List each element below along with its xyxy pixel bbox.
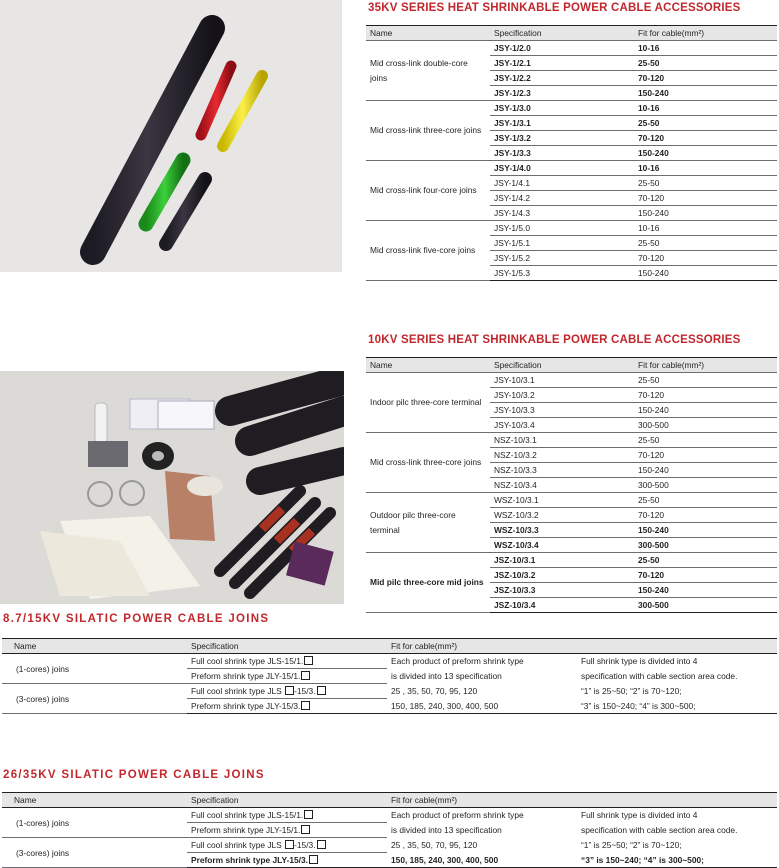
checkbox-blank — [285, 840, 294, 849]
table-10kv — [366, 357, 777, 613]
fit-cell: 25-50 — [634, 493, 777, 508]
spec-cell — [187, 684, 387, 699]
spec-cell: WSZ-10/3.4 — [490, 538, 634, 553]
group-name: Mid pilc three-core mid joins — [366, 553, 490, 613]
section-26-35kv-title: 26/35KV SILATIC POWER CABLE JOINS — [3, 769, 265, 781]
spec-cell — [187, 669, 387, 684]
checkbox-blank — [301, 825, 310, 834]
fit-cell: 25-50 — [634, 176, 777, 191]
spec-cell: JSY-10/3.4 — [490, 418, 634, 433]
fit-text: is divided into 13 specification — [391, 825, 502, 835]
spec-cell: WSZ-10/3.2 — [490, 508, 634, 523]
header-name: Name — [366, 358, 490, 373]
spec-text: Preform shrink type JLY-15/1. — [191, 825, 301, 835]
checkbox-blank — [301, 671, 310, 680]
group-name: Indoor pilc three-core terminal — [366, 373, 490, 433]
table-header-row — [366, 26, 777, 41]
spec-cell: JSY-1/5.0 — [490, 221, 634, 236]
spec-cell: JSZ-10/3.4 — [490, 598, 634, 613]
heat-shrink-tubes-photo — [0, 0, 342, 272]
fit-text: is divided into 13 specification — [391, 671, 502, 681]
header-specification: Specification — [187, 639, 387, 654]
group-name: Mid cross-link three-core joins — [366, 433, 490, 493]
table-row — [2, 838, 777, 853]
header-fit: Fit for cable(mm²) — [387, 793, 577, 808]
spec-cell — [187, 808, 387, 823]
spec-cell — [187, 838, 387, 853]
fit-cell: 70-120 — [634, 568, 777, 583]
header-specification: Specification — [490, 26, 634, 41]
header-fit: Fit for cable(mm²) — [634, 26, 777, 41]
checkbox-blank — [285, 686, 294, 695]
note-text: “1” is 25~50; “2” is 70~120; — [581, 840, 682, 850]
fit-cell: 300-500 — [634, 418, 777, 433]
join-name: (1-cores) joins — [2, 654, 187, 684]
table-row — [366, 101, 777, 116]
spec-cell: JSY-1/5.1 — [490, 236, 634, 251]
spec-cell: JSY-1/3.1 — [490, 116, 634, 131]
spec-cell — [187, 823, 387, 838]
spec-text: Preform shrink type JLY-15/1. — [191, 671, 301, 681]
table-row — [366, 433, 777, 448]
join-name: (3-cores) joins — [2, 838, 187, 868]
spec-cell: JSZ-10/3.1 — [490, 553, 634, 568]
table-row — [366, 41, 777, 56]
spec-cell: JSY-1/3.3 — [490, 146, 634, 161]
table-header-row — [2, 793, 777, 808]
table-row — [2, 654, 777, 669]
group-name: Outdoor pilc three-core terminal — [366, 493, 490, 553]
table-row — [366, 373, 777, 388]
table-row — [2, 684, 777, 699]
fit-cell: 25-50 — [634, 56, 777, 71]
header-name: Name — [2, 793, 187, 808]
group-name: Mid cross-link double-core joins — [366, 41, 490, 101]
spec-cell: JSY-1/4.0 — [490, 161, 634, 176]
fit-cell: 150-240 — [634, 86, 777, 101]
fit-text: 150, 185, 240, 300, 400, 500 — [387, 699, 577, 714]
spec-text: Full cool shrink type JLS — [191, 686, 282, 696]
spec-cell: WSZ-10/3.1 — [490, 493, 634, 508]
table-row — [366, 221, 777, 236]
note-text: Full shrink type is divided into 4 — [581, 656, 698, 667]
fit-cell: 150-240 — [634, 403, 777, 418]
spec-cell: JSZ-10/3.2 — [490, 568, 634, 583]
join-name: (3-cores) joins — [2, 684, 187, 714]
fit-cell: 70-120 — [634, 191, 777, 206]
note-text: “3” is 150~240; “4” is 300~500; — [577, 699, 777, 714]
spec-cell: NSZ-10/3.3 — [490, 463, 634, 478]
spec-cell: NSZ-10/3.4 — [490, 478, 634, 493]
section-8-7-15kv-title: 8.7/15KV SILATIC POWER CABLE JOINS — [3, 613, 270, 625]
table-row — [366, 553, 777, 568]
checkbox-blank — [317, 840, 326, 849]
group-name: Mid cross-link four-core joins — [366, 161, 490, 221]
fit-cell: 10-16 — [634, 41, 777, 56]
spec-text: Preform shrink type JLY-15/3. — [191, 701, 301, 711]
fit-cell: 25-50 — [634, 553, 777, 568]
spec-cell: JSY-1/4.2 — [490, 191, 634, 206]
spec-cell — [187, 853, 387, 868]
fit-cell: 70-120 — [634, 508, 777, 523]
fit-text: 25 , 35, 50, 70, 95, 120 — [391, 686, 478, 696]
fit-cell: 10-16 — [634, 221, 777, 236]
checkbox-blank — [317, 686, 326, 695]
spec-cell: JSY-1/5.2 — [490, 251, 634, 266]
fit-cell: 70-120 — [634, 251, 777, 266]
table-35kv — [366, 25, 777, 281]
spec-cell: WSZ-10/3.3 — [490, 523, 634, 538]
header-fit: Fit for cable(mm²) — [634, 358, 777, 373]
fit-cell: 25-50 — [634, 433, 777, 448]
spec-cell — [187, 654, 387, 669]
fit-cell: 10-16 — [634, 161, 777, 176]
fit-cell: 150-240 — [634, 523, 777, 538]
table-8-7-15kv — [2, 638, 777, 714]
spec-cell: JSY-1/5.3 — [490, 266, 634, 281]
spec-cell: JSY-1/3.0 — [490, 101, 634, 116]
spec-text: Preform shrink type JLY-15/3. — [191, 855, 308, 865]
table-row — [2, 808, 777, 823]
note-text: “3” is 150~240; “4” is 300~500; — [577, 853, 777, 868]
fit-text: Each product of preform shrink type — [391, 810, 524, 821]
spec-cell: JSY-1/2.3 — [490, 86, 634, 101]
spec-cell: JSY-1/2.1 — [490, 56, 634, 71]
join-name: (1-cores) joins — [2, 808, 187, 838]
fit-cell: 300-500 — [634, 598, 777, 613]
spec-cell: JSZ-10/3.3 — [490, 583, 634, 598]
table-header-row — [366, 358, 777, 373]
header-specification: Specification — [490, 358, 634, 373]
spec-cell: NSZ-10/3.2 — [490, 448, 634, 463]
header-fit: Fit for cable(mm²) — [387, 639, 577, 654]
checkbox-blank — [304, 810, 313, 819]
fit-cell: 25-50 — [634, 373, 777, 388]
spec-cell: JSY-1/4.3 — [490, 206, 634, 221]
table-header-row — [2, 639, 777, 654]
spec-cell: JSY-1/2.2 — [490, 71, 634, 86]
heat-shrink-tubes-image — [0, 0, 342, 272]
fit-cell: 70-120 — [634, 388, 777, 403]
group-name: Mid cross-link five-core joins — [366, 221, 490, 281]
header-specification: Specification — [187, 793, 387, 808]
spec-text: Full cool shrink type JLS-15/1. — [191, 656, 304, 666]
spec-cell: JSY-10/3.2 — [490, 388, 634, 403]
table-row — [366, 493, 777, 508]
note-text: specification with cable section area code. — [581, 671, 738, 681]
fit-cell: 10-16 — [634, 101, 777, 116]
spec-cell — [187, 699, 387, 714]
fit-cell: 25-50 — [634, 116, 777, 131]
spec-cell: JSY-1/2.0 — [490, 41, 634, 56]
cable-accessory-kit-photo — [0, 371, 344, 604]
section-10kv-title: 10KV SERIES HEAT SHRINKABLE POWER CABLE ACCESSORIES — [368, 334, 741, 346]
spec-cell: JSY-1/4.1 — [490, 176, 634, 191]
spec-cell: NSZ-10/3.1 — [490, 433, 634, 448]
cable-accessory-kit-image — [0, 371, 344, 604]
fit-text: Each product of preform shrink type — [391, 656, 524, 667]
table-26-35kv — [2, 792, 777, 868]
checkbox-blank — [301, 701, 310, 710]
spec-text: Full cool shrink type JLS-15/1. — [191, 810, 304, 820]
fit-cell: 150-240 — [634, 146, 777, 161]
spec-cell: JSY-10/3.1 — [490, 373, 634, 388]
fit-cell: 150-240 — [634, 266, 777, 281]
checkbox-blank — [304, 656, 313, 665]
fit-cell: 70-120 — [634, 131, 777, 146]
fit-text: 150, 185, 240, 300, 400, 500 — [387, 853, 577, 868]
fit-cell: 300-500 — [634, 538, 777, 553]
group-name: Mid cross-link three-core joins — [366, 101, 490, 161]
fit-cell: 150-240 — [634, 463, 777, 478]
fit-cell: 150-240 — [634, 583, 777, 598]
note-text: Full shrink type is divided into 4 — [581, 810, 698, 821]
header-blank — [577, 639, 777, 654]
header-name: Name — [2, 639, 187, 654]
checkbox-blank — [309, 855, 318, 864]
fit-cell: 70-120 — [634, 71, 777, 86]
spec-cell: JSY-10/3.3 — [490, 403, 634, 418]
note-text: specification with cable section area code. — [581, 825, 738, 835]
table-row — [366, 161, 777, 176]
note-text: “1” is 25~50; “2” is 70~120; — [581, 686, 682, 696]
fit-text: 25 , 35, 50, 70, 95, 120 — [391, 840, 478, 850]
spec-text: -15/3. — [294, 686, 316, 696]
fit-cell: 70-120 — [634, 448, 777, 463]
spec-text: -15/3. — [294, 840, 316, 850]
fit-cell: 25-50 — [634, 236, 777, 251]
fit-cell: 150-240 — [634, 206, 777, 221]
spec-text: Full cool shrink type JLS — [191, 840, 282, 850]
section-35kv-title: 35KV SERIES HEAT SHRINKABLE POWER CABLE ACCESSORIES — [368, 2, 741, 14]
fit-cell: 300-500 — [634, 478, 777, 493]
header-blank — [577, 793, 777, 808]
spec-cell: JSY-1/3.2 — [490, 131, 634, 146]
header-name: Name — [366, 26, 490, 41]
